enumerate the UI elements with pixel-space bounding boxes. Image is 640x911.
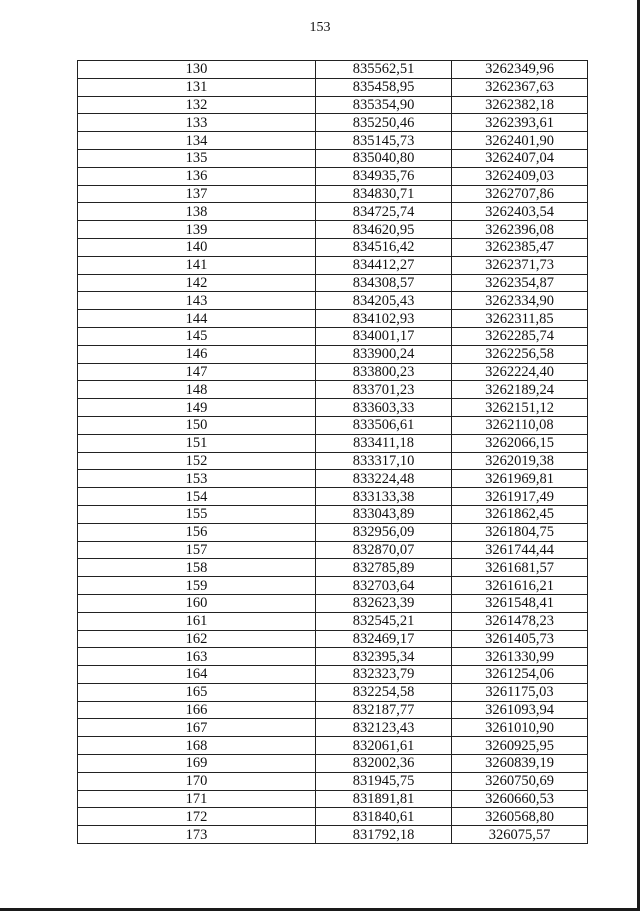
x-coordinate-cell: 833224,48 — [316, 470, 452, 488]
point-number-cell: 163 — [78, 648, 316, 666]
point-number-cell: 148 — [78, 381, 316, 399]
y-coordinate-cell: 3261175,03 — [452, 683, 588, 701]
y-coordinate-cell: 3262151,12 — [452, 399, 588, 417]
x-coordinate-cell: 833800,23 — [316, 363, 452, 381]
y-coordinate-cell: 3262393,61 — [452, 114, 588, 132]
table-row — [78, 648, 588, 666]
point-number-cell: 139 — [78, 221, 316, 239]
point-number-cell: 146 — [78, 345, 316, 363]
table-row — [78, 167, 588, 185]
x-coordinate-cell: 832956,09 — [316, 523, 452, 541]
x-coordinate-cell: 832785,89 — [316, 559, 452, 577]
table-row — [78, 292, 588, 310]
x-coordinate-cell: 832323,79 — [316, 666, 452, 684]
point-number-cell: 134 — [78, 132, 316, 150]
point-number-cell: 144 — [78, 310, 316, 328]
table-row — [78, 826, 588, 844]
y-coordinate-cell: 3262224,40 — [452, 363, 588, 381]
table-row — [78, 363, 588, 381]
x-coordinate-cell: 832254,58 — [316, 683, 452, 701]
table-row — [78, 132, 588, 150]
y-coordinate-cell: 3262354,87 — [452, 274, 588, 292]
point-number-cell: 156 — [78, 523, 316, 541]
table-row — [78, 78, 588, 96]
y-coordinate-cell: 3262066,15 — [452, 434, 588, 452]
point-number-cell: 135 — [78, 149, 316, 167]
y-coordinate-cell: 3261804,75 — [452, 523, 588, 541]
table-row — [78, 381, 588, 399]
point-number-cell: 160 — [78, 594, 316, 612]
x-coordinate-cell: 832469,17 — [316, 630, 452, 648]
table-row — [78, 577, 588, 595]
point-number-cell: 154 — [78, 488, 316, 506]
table-row — [78, 470, 588, 488]
x-coordinate-cell: 832061,61 — [316, 737, 452, 755]
y-coordinate-cell: 3260839,19 — [452, 755, 588, 773]
point-number-cell: 133 — [78, 114, 316, 132]
coordinates-table — [77, 60, 588, 844]
table-row — [78, 701, 588, 719]
x-coordinate-cell: 834725,74 — [316, 203, 452, 221]
table-row — [78, 523, 588, 541]
y-coordinate-cell: 3262403,54 — [452, 203, 588, 221]
point-number-cell: 162 — [78, 630, 316, 648]
table-row — [78, 594, 588, 612]
y-coordinate-cell: 3262382,18 — [452, 96, 588, 114]
x-coordinate-cell: 833701,23 — [316, 381, 452, 399]
y-coordinate-cell: 3262707,86 — [452, 185, 588, 203]
y-coordinate-cell: 3261681,57 — [452, 559, 588, 577]
x-coordinate-cell: 832870,07 — [316, 541, 452, 559]
y-coordinate-cell: 3261744,44 — [452, 541, 588, 559]
point-number-cell: 155 — [78, 505, 316, 523]
point-number-cell: 142 — [78, 274, 316, 292]
x-coordinate-cell: 834205,43 — [316, 292, 452, 310]
point-number-cell: 166 — [78, 701, 316, 719]
point-number-cell: 136 — [78, 167, 316, 185]
point-number-cell: 130 — [78, 61, 316, 79]
y-coordinate-cell: 3262334,90 — [452, 292, 588, 310]
y-coordinate-cell: 3262349,96 — [452, 61, 588, 79]
y-coordinate-cell: 3261405,73 — [452, 630, 588, 648]
y-coordinate-cell: 3262285,74 — [452, 327, 588, 345]
x-coordinate-cell: 835354,90 — [316, 96, 452, 114]
x-coordinate-cell: 832703,64 — [316, 577, 452, 595]
table-row — [78, 683, 588, 701]
x-coordinate-cell: 834830,71 — [316, 185, 452, 203]
table-row — [78, 630, 588, 648]
x-coordinate-cell: 832187,77 — [316, 701, 452, 719]
point-number-cell: 137 — [78, 185, 316, 203]
table-row — [78, 416, 588, 434]
point-number-cell: 132 — [78, 96, 316, 114]
point-number-cell: 150 — [78, 416, 316, 434]
table-row — [78, 808, 588, 826]
x-coordinate-cell: 833317,10 — [316, 452, 452, 470]
table-row — [78, 399, 588, 417]
y-coordinate-cell: 3260925,95 — [452, 737, 588, 755]
point-number-cell: 165 — [78, 683, 316, 701]
point-number-cell: 161 — [78, 612, 316, 630]
table-row — [78, 96, 588, 114]
table-row — [78, 452, 588, 470]
point-number-cell: 169 — [78, 755, 316, 773]
table-row — [78, 719, 588, 737]
x-coordinate-cell: 833900,24 — [316, 345, 452, 363]
y-coordinate-cell: 3261616,21 — [452, 577, 588, 595]
x-coordinate-cell: 834620,95 — [316, 221, 452, 239]
point-number-cell: 157 — [78, 541, 316, 559]
table-row — [78, 755, 588, 773]
table-row — [78, 327, 588, 345]
coordinates-table-body — [78, 61, 588, 844]
point-number-cell: 159 — [78, 577, 316, 595]
point-number-cell: 164 — [78, 666, 316, 684]
table-row — [78, 434, 588, 452]
y-coordinate-cell: 3260660,53 — [452, 790, 588, 808]
table-row — [78, 345, 588, 363]
table-row — [78, 772, 588, 790]
point-number-cell: 138 — [78, 203, 316, 221]
y-coordinate-cell: 3261010,90 — [452, 719, 588, 737]
table-row — [78, 505, 588, 523]
y-coordinate-cell: 3262407,04 — [452, 149, 588, 167]
y-coordinate-cell: 3260750,69 — [452, 772, 588, 790]
x-coordinate-cell: 835040,80 — [316, 149, 452, 167]
x-coordinate-cell: 832623,39 — [316, 594, 452, 612]
y-coordinate-cell: 3262371,73 — [452, 256, 588, 274]
table-row — [78, 61, 588, 79]
x-coordinate-cell: 832545,21 — [316, 612, 452, 630]
x-coordinate-cell: 833411,18 — [316, 434, 452, 452]
x-coordinate-cell: 834935,76 — [316, 167, 452, 185]
x-coordinate-cell: 835145,73 — [316, 132, 452, 150]
x-coordinate-cell: 832395,34 — [316, 648, 452, 666]
x-coordinate-cell: 835250,46 — [316, 114, 452, 132]
table-row — [78, 274, 588, 292]
y-coordinate-cell: 3262401,90 — [452, 132, 588, 150]
page-number: 153 — [309, 20, 331, 35]
table-row — [78, 790, 588, 808]
point-number-cell: 143 — [78, 292, 316, 310]
y-coordinate-cell: 3261917,49 — [452, 488, 588, 506]
table-row — [78, 238, 588, 256]
table-row — [78, 149, 588, 167]
point-number-cell: 167 — [78, 719, 316, 737]
table-row — [78, 256, 588, 274]
y-coordinate-cell: 3261330,99 — [452, 648, 588, 666]
table-row — [78, 541, 588, 559]
y-coordinate-cell: 3261093,94 — [452, 701, 588, 719]
point-number-cell: 147 — [78, 363, 316, 381]
x-coordinate-cell: 834001,17 — [316, 327, 452, 345]
x-coordinate-cell: 832002,36 — [316, 755, 452, 773]
point-number-cell: 149 — [78, 399, 316, 417]
table-row — [78, 114, 588, 132]
y-coordinate-cell: 3261862,45 — [452, 505, 588, 523]
x-coordinate-cell: 833603,33 — [316, 399, 452, 417]
y-coordinate-cell: 3262019,38 — [452, 452, 588, 470]
x-coordinate-cell: 834412,27 — [316, 256, 452, 274]
x-coordinate-cell: 835458,95 — [316, 78, 452, 96]
x-coordinate-cell: 834308,57 — [316, 274, 452, 292]
point-number-cell: 151 — [78, 434, 316, 452]
x-coordinate-cell: 834516,42 — [316, 238, 452, 256]
y-coordinate-cell: 3262256,58 — [452, 345, 588, 363]
y-coordinate-cell: 3262396,08 — [452, 221, 588, 239]
y-coordinate-cell: 3261969,81 — [452, 470, 588, 488]
y-coordinate-cell: 3261548,41 — [452, 594, 588, 612]
table-row — [78, 559, 588, 577]
point-number-cell: 140 — [78, 238, 316, 256]
x-coordinate-cell: 833133,38 — [316, 488, 452, 506]
x-coordinate-cell: 831840,61 — [316, 808, 452, 826]
y-coordinate-cell: 3262367,63 — [452, 78, 588, 96]
y-coordinate-cell: 3262110,08 — [452, 416, 588, 434]
x-coordinate-cell: 835562,51 — [316, 61, 452, 79]
point-number-cell: 173 — [78, 826, 316, 844]
x-coordinate-cell: 833043,89 — [316, 505, 452, 523]
x-coordinate-cell: 833506,61 — [316, 416, 452, 434]
x-coordinate-cell: 832123,43 — [316, 719, 452, 737]
point-number-cell: 170 — [78, 772, 316, 790]
point-number-cell: 171 — [78, 790, 316, 808]
y-coordinate-cell: 3260568,80 — [452, 808, 588, 826]
table-row — [78, 310, 588, 328]
table-row — [78, 185, 588, 203]
point-number-cell: 168 — [78, 737, 316, 755]
y-coordinate-cell: 3262409,03 — [452, 167, 588, 185]
y-coordinate-cell: 3262385,47 — [452, 238, 588, 256]
table-row — [78, 203, 588, 221]
table-row — [78, 666, 588, 684]
table-row — [78, 488, 588, 506]
table-row — [78, 221, 588, 239]
y-coordinate-cell: 326075,57 — [452, 826, 588, 844]
point-number-cell: 131 — [78, 78, 316, 96]
y-coordinate-cell: 3262311,85 — [452, 310, 588, 328]
point-number-cell: 158 — [78, 559, 316, 577]
y-coordinate-cell: 3261478,23 — [452, 612, 588, 630]
table-row — [78, 737, 588, 755]
point-number-cell: 152 — [78, 452, 316, 470]
x-coordinate-cell: 831945,75 — [316, 772, 452, 790]
x-coordinate-cell: 831792,18 — [316, 826, 452, 844]
point-number-cell: 145 — [78, 327, 316, 345]
x-coordinate-cell: 834102,93 — [316, 310, 452, 328]
y-coordinate-cell: 3261254,06 — [452, 666, 588, 684]
point-number-cell: 153 — [78, 470, 316, 488]
point-number-cell: 141 — [78, 256, 316, 274]
point-number-cell: 172 — [78, 808, 316, 826]
y-coordinate-cell: 3262189,24 — [452, 381, 588, 399]
table-row — [78, 612, 588, 630]
x-coordinate-cell: 831891,81 — [316, 790, 452, 808]
